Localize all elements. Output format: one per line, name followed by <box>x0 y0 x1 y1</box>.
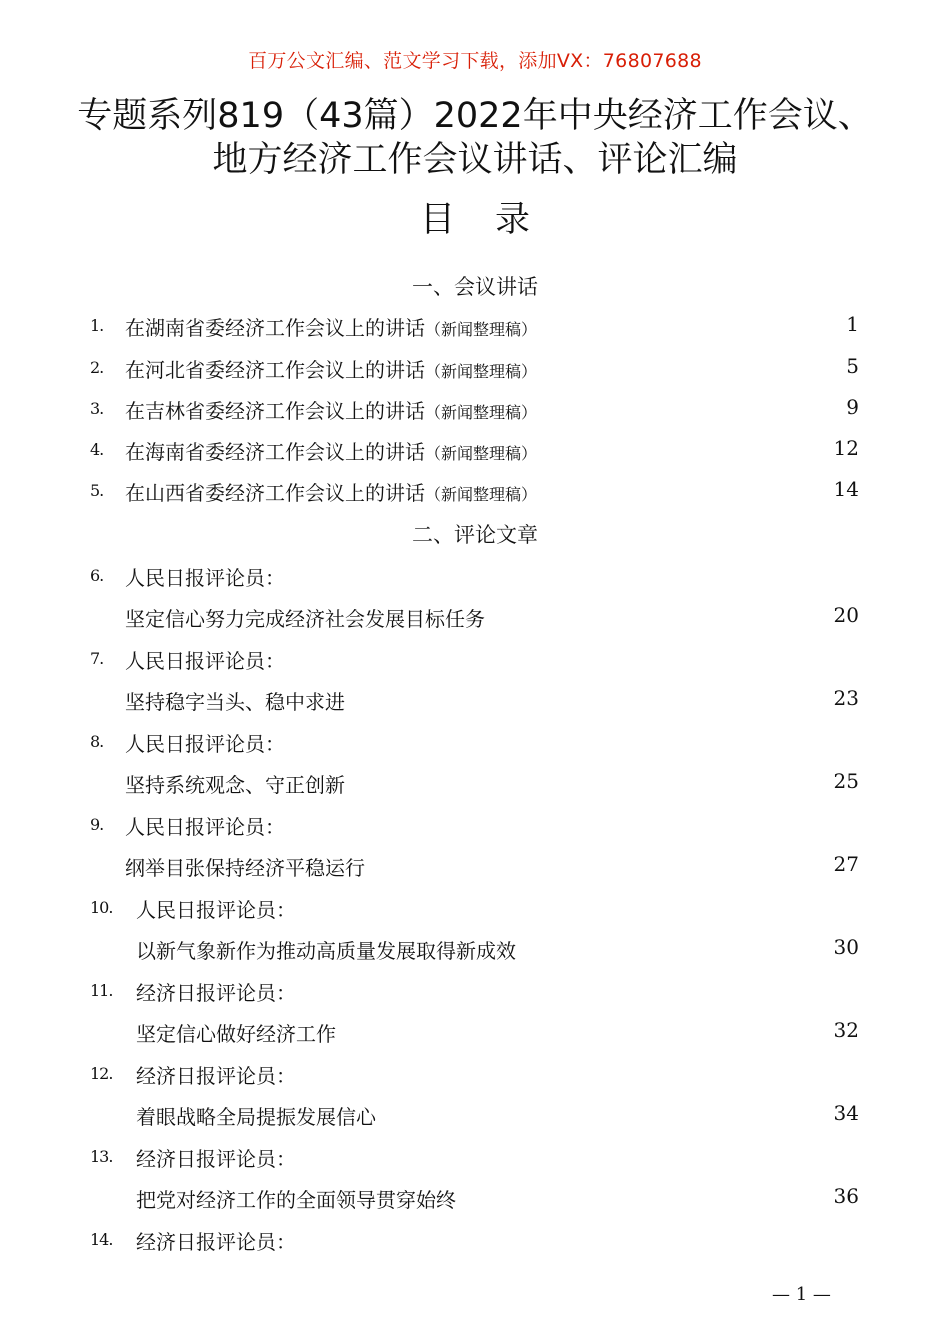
entry-title: 在海南省委经济工作会议上的讲话（新闻整理稿） <box>125 440 538 464</box>
toc-entry[interactable] <box>0 354 950 384</box>
toc-entry-title[interactable] <box>0 1018 950 1048</box>
entry-page-number: 34 <box>833 1101 859 1125</box>
entry-page-number: 1 <box>846 312 859 336</box>
toc-entry[interactable] <box>0 477 950 507</box>
entry-page-number: 12 <box>833 436 859 460</box>
toc-entry-author[interactable] <box>0 1226 950 1256</box>
toc-entry[interactable] <box>0 312 950 342</box>
entry-title: 坚持稳字当头、稳中求进 <box>125 690 345 714</box>
entry-author: 人民日报评论员： <box>125 732 285 756</box>
entry-author: 经济日报评论员： <box>136 1230 296 1254</box>
toc-entry[interactable] <box>0 436 950 466</box>
entry-author: 人民日报评论员： <box>125 566 285 590</box>
entry-number: 7. <box>90 649 104 668</box>
toc-entry-title[interactable] <box>0 1101 950 1131</box>
entry-page-number: 32 <box>833 1018 859 1042</box>
entry-number: 4. <box>90 440 104 459</box>
entry-page-number: 5 <box>846 354 859 378</box>
entry-author: 经济日报评论员： <box>136 1147 296 1171</box>
toc-entry-author[interactable] <box>0 894 950 924</box>
toc-entry-title[interactable] <box>0 769 950 799</box>
entry-page-number: 30 <box>833 935 859 959</box>
toc-entry-author[interactable] <box>0 977 950 1007</box>
toc-entry-author[interactable] <box>0 562 950 592</box>
document-title-line1: 专题系列819（43篇）2022年中央经济工作会议、 <box>77 96 873 136</box>
toc-entry-title[interactable] <box>0 603 950 633</box>
toc-entry-title[interactable] <box>0 1184 950 1214</box>
section-heading-speeches: 一、会议讲话 <box>412 275 538 299</box>
entry-number: 5. <box>90 481 104 500</box>
entry-page-number: 9 <box>846 395 859 419</box>
entry-number: 13. <box>90 1147 113 1166</box>
entry-number: 14. <box>90 1230 113 1249</box>
entry-title: 坚定信心做好经济工作 <box>136 1022 336 1046</box>
entry-number: 3. <box>90 399 104 418</box>
entry-page-number: 25 <box>833 769 859 793</box>
entry-note: （新闻整理稿） <box>425 320 538 339</box>
toc-entry-title[interactable] <box>0 852 950 882</box>
entry-number: 2. <box>90 358 104 377</box>
entry-title: 坚持系统观念、守正创新 <box>125 773 345 797</box>
toc-entry-author[interactable] <box>0 1060 950 1090</box>
entry-title: 着眼战略全局提振发展信心 <box>136 1105 376 1129</box>
entry-author: 人民日报评论员： <box>125 649 285 673</box>
entry-number: 12. <box>90 1064 113 1083</box>
toc-entry-author[interactable] <box>0 811 950 841</box>
toc-heading: 目录 <box>419 200 570 240</box>
entry-note: （新闻整理稿） <box>425 485 538 504</box>
entry-note: （新闻整理稿） <box>425 403 538 422</box>
entry-author: 经济日报评论员： <box>136 1064 296 1088</box>
entry-title: 在山西省委经济工作会议上的讲话（新闻整理稿） <box>125 481 538 505</box>
entry-title: 把党对经济工作的全面领导贯穿始终 <box>136 1188 456 1212</box>
page-footer: — 1 — <box>772 1284 831 1305</box>
toc-entry-title[interactable] <box>0 686 950 716</box>
section-heading-commentaries: 二、评论文章 <box>412 523 538 547</box>
entry-number: 9. <box>90 815 104 834</box>
entry-title: 在吉林省委经济工作会议上的讲话（新闻整理稿） <box>125 399 538 423</box>
entry-author: 人民日报评论员： <box>136 898 296 922</box>
entry-author: 人民日报评论员： <box>125 815 285 839</box>
entry-number: 1. <box>90 316 104 335</box>
entry-title: 以新气象新作为推动高质量发展取得新成效 <box>136 939 516 963</box>
entry-number: 6. <box>90 566 104 585</box>
entry-title: 在河北省委经济工作会议上的讲话（新闻整理稿） <box>125 358 538 382</box>
toc-entry-author[interactable] <box>0 645 950 675</box>
entry-page-number: 27 <box>833 852 859 876</box>
entry-title: 纲举目张保持经济平稳运行 <box>125 856 365 880</box>
entry-note: （新闻整理稿） <box>425 444 538 463</box>
entry-page-number: 14 <box>833 477 859 501</box>
entry-number: 8. <box>90 732 104 751</box>
watermark-banner: 百万公文汇编、范文学习下载，添加VX：76807688 <box>248 50 702 72</box>
entry-page-number: 23 <box>833 686 859 710</box>
entry-number: 10. <box>90 898 113 917</box>
toc-entry[interactable] <box>0 395 950 425</box>
toc-entry-author[interactable] <box>0 728 950 758</box>
toc-entry-author[interactable] <box>0 1143 950 1173</box>
entry-number: 11. <box>90 981 113 1000</box>
entry-note: （新闻整理稿） <box>425 362 538 381</box>
entry-page-number: 36 <box>833 1184 859 1208</box>
document-title-line2: 地方经济工作会议讲话、评论汇编 <box>212 140 738 180</box>
entry-title: 在湖南省委经济工作会议上的讲话（新闻整理稿） <box>125 316 538 340</box>
entry-title: 坚定信心努力完成经济社会发展目标任务 <box>125 607 485 631</box>
entry-page-number: 20 <box>833 603 859 627</box>
toc-entry-title[interactable] <box>0 935 950 965</box>
entry-author: 经济日报评论员： <box>136 981 296 1005</box>
